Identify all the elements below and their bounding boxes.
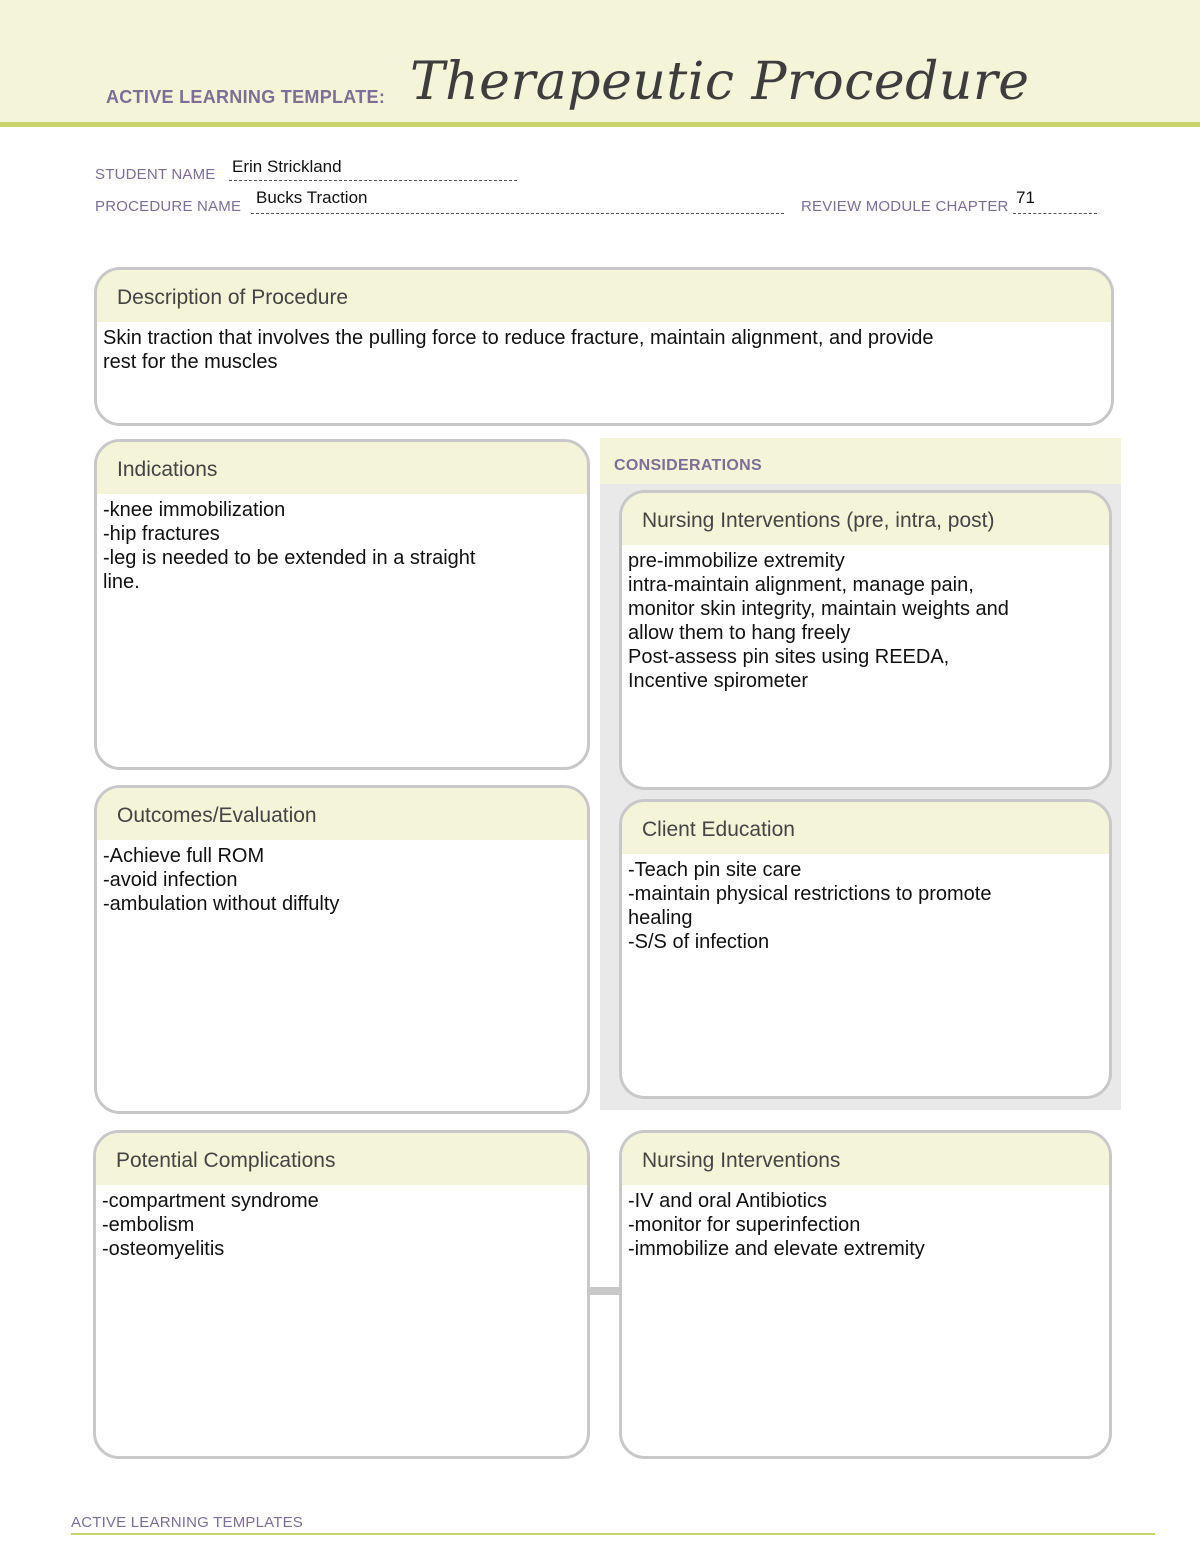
- nursing-interventions-text[interactable]: -IV and oral Antibiotics -monitor for superinfection -immobilize and elevate extremity: [628, 1190, 925, 1260]
- client-education-text[interactable]: -Teach pin site care -maintain physical restrictions to promote healing -S/S of infection: [628, 859, 992, 953]
- outcomes-box: [94, 785, 590, 1114]
- student-name-label: STUDENT NAME: [95, 166, 216, 183]
- page-title: Therapeutic Procedure: [410, 52, 1030, 112]
- client-education-title: Client Education: [622, 802, 1109, 854]
- review-module-label: REVIEW MODULE CHAPTER: [801, 198, 1009, 215]
- nursing-interventions-ppp-title: Nursing Interventions (pre, intra, post): [622, 493, 1109, 545]
- procedure-name-line: [251, 213, 784, 214]
- indications-box: [94, 439, 590, 770]
- considerations-label: CONSIDERATIONS: [600, 438, 1121, 484]
- outcomes-text[interactable]: -Achieve full ROM -avoid infection -ambulation without diffulty: [103, 845, 340, 915]
- footer-label: ACTIVE LEARNING TEMPLATES: [71, 1514, 303, 1531]
- indications-text[interactable]: -knee immobilization -hip fractures -leg is needed to be extended in a straight line.: [103, 499, 476, 593]
- nursing-interventions-title: Nursing Interventions: [622, 1133, 1109, 1185]
- review-module-field[interactable]: 71: [1016, 188, 1035, 207]
- outcomes-title: Outcomes/Evaluation: [97, 788, 587, 840]
- description-text[interactable]: Skin traction that involves the pulling force to reduce fracture, maintain alignment, and provide rest for the muscles: [103, 327, 934, 373]
- nursing-interventions-box: [619, 1130, 1112, 1459]
- nursing-interventions-ppp-text[interactable]: pre-immobilize extremity intra-maintain alignment, manage pain, monitor skin integrity, maintain weights and allow them to hang freely Post-assess pin sites using REEDA, Incentive spirometer: [628, 550, 1009, 692]
- potential-complications-box: [93, 1130, 590, 1459]
- template-prefix: ACTIVE LEARNING TEMPLATE:: [106, 87, 386, 107]
- procedure-name-label: PROCEDURE NAME: [95, 198, 242, 215]
- procedure-name-field[interactable]: Bucks Traction: [256, 188, 368, 207]
- student-name-line: [229, 180, 517, 181]
- review-module-line: [1013, 213, 1097, 214]
- header-divider: [0, 122, 1200, 127]
- student-name-field[interactable]: Erin Strickland: [232, 157, 342, 176]
- indications-title: Indications: [97, 442, 587, 494]
- potential-complications-title: Potential Complications: [96, 1133, 587, 1185]
- nursing-interventions-ppp-box: [619, 490, 1112, 790]
- footer-divider: [71, 1533, 1155, 1535]
- description-title: Description of Procedure: [97, 270, 1111, 322]
- description-box: [94, 267, 1114, 426]
- potential-complications-text[interactable]: -compartment syndrome -embolism -osteomyelitis: [102, 1190, 319, 1260]
- client-education-box: [619, 799, 1112, 1099]
